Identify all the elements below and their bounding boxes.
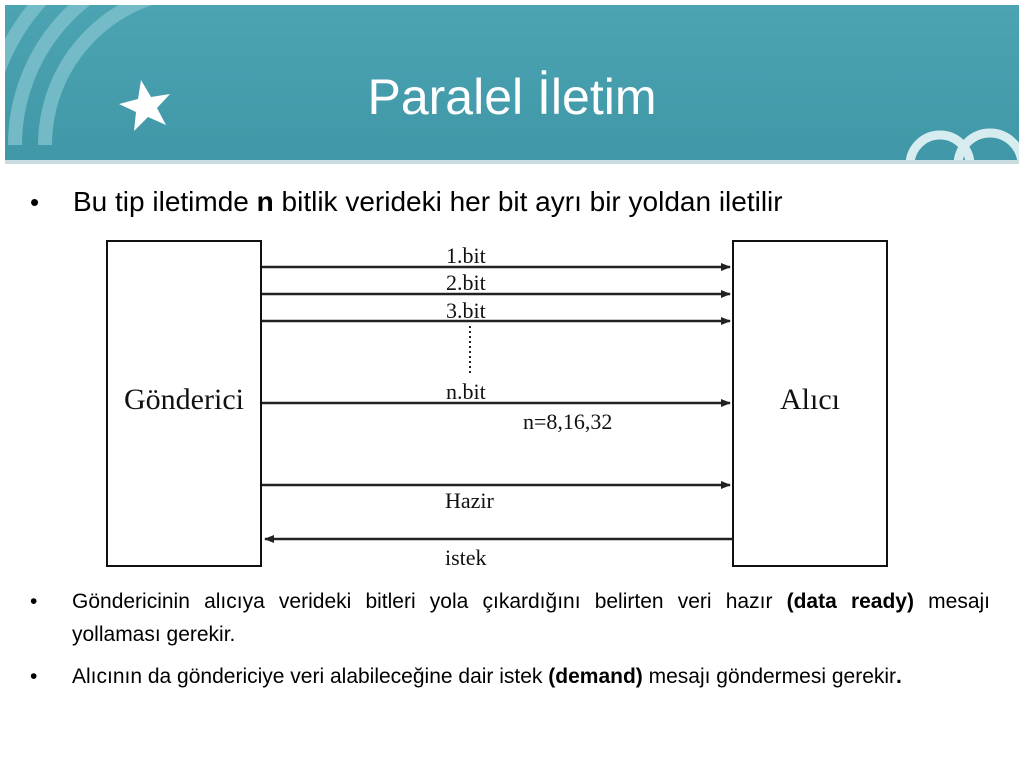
- bullet-dot: •: [30, 590, 38, 613]
- receiver-label: Alıcı: [780, 383, 840, 416]
- bit-label-2: 2.bit: [446, 270, 486, 295]
- bullet-text: Göndericinin alıcıya verideki bitleri yola çıkardığını belirten veri hazır (data ready) mesajı yollaması gerekir.: [72, 590, 991, 646]
- bit-label-n: n.bit: [446, 379, 486, 404]
- bit-label-1: 1.bit: [446, 243, 486, 268]
- sender-label: Gönderici: [124, 383, 244, 416]
- request-label: istek: [445, 545, 487, 570]
- bit-count-note: n=8,16,32: [523, 409, 613, 434]
- bullet-text: Alıcının da göndericiye veri alabileceğine dair istek (demand) mesajı göndermesi gerekir.: [72, 665, 902, 688]
- bullet-item: [0, 585, 1000, 651]
- bit-label-3: 3.bit: [446, 298, 486, 323]
- slide-title: Paralel İletim: [367, 69, 657, 125]
- bullet-dot: •: [30, 665, 38, 688]
- bullet-item: [0, 660, 1000, 693]
- bullet-dot: •: [30, 187, 40, 217]
- bullet-text: Bu tip iletimde n bitlik verideki her bit ayrı bir yoldan iletilir: [73, 186, 783, 217]
- ready-label: Hazir: [445, 488, 494, 513]
